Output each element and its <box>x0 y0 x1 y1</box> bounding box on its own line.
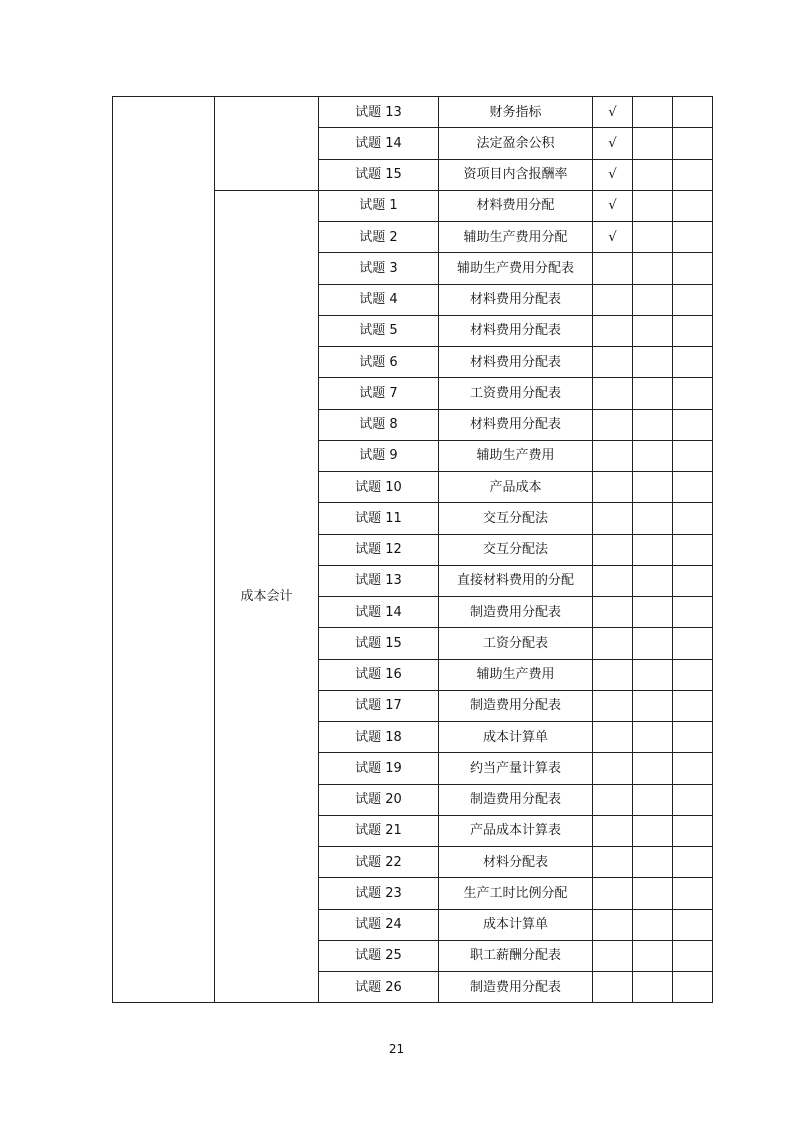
check-cell <box>673 909 713 940</box>
check-cell <box>633 534 673 565</box>
question-number: 试题 14 <box>319 128 439 159</box>
question-number: 试题 13 <box>319 97 439 128</box>
question-title: 职工薪酬分配表 <box>439 940 593 971</box>
check-cell <box>633 940 673 971</box>
question-number: 试题 20 <box>319 784 439 815</box>
check-cell <box>673 534 713 565</box>
check-cell <box>633 190 673 221</box>
check-cell <box>633 972 673 1003</box>
check-cell <box>673 472 713 503</box>
check-cell <box>593 253 633 284</box>
check-cell <box>633 378 673 409</box>
question-title: 材料费用分配表 <box>439 315 593 346</box>
check-cell <box>633 440 673 471</box>
question-number: 试题 6 <box>319 347 439 378</box>
check-cell <box>593 534 633 565</box>
check-cell <box>633 503 673 534</box>
check-cell <box>673 409 713 440</box>
question-title: 产品成本 <box>439 472 593 503</box>
exam-table <box>112 96 713 1003</box>
check-cell <box>593 878 633 909</box>
question-number: 试题 15 <box>319 628 439 659</box>
question-number: 试题 19 <box>319 753 439 784</box>
question-title: 产品成本计算表 <box>439 815 593 846</box>
question-number: 试题 8 <box>319 409 439 440</box>
check-cell <box>593 440 633 471</box>
check-cell <box>673 753 713 784</box>
question-number: 试题 23 <box>319 878 439 909</box>
check-cell <box>673 659 713 690</box>
check-cell: √ <box>593 128 633 159</box>
check-cell <box>593 972 633 1003</box>
check-cell: √ <box>593 159 633 190</box>
check-cell <box>593 753 633 784</box>
question-title: 生产工时比例分配 <box>439 878 593 909</box>
question-title: 材料费用分配表 <box>439 409 593 440</box>
check-cell <box>593 565 633 596</box>
check-cell <box>673 690 713 721</box>
check-cell <box>593 909 633 940</box>
question-title: 成本计算单 <box>439 909 593 940</box>
question-title: 交互分配法 <box>439 534 593 565</box>
check-cell <box>673 190 713 221</box>
check-cell <box>633 784 673 815</box>
check-cell: √ <box>593 97 633 128</box>
exam-table-body <box>113 97 713 1003</box>
question-title: 材料费用分配表 <box>439 284 593 315</box>
check-cell <box>673 815 713 846</box>
question-title: 制造费用分配表 <box>439 690 593 721</box>
check-cell <box>633 565 673 596</box>
page-number: 21 <box>388 1042 405 1056</box>
check-cell <box>593 784 633 815</box>
check-cell <box>633 690 673 721</box>
check-cell <box>673 128 713 159</box>
check-cell <box>673 784 713 815</box>
check-cell <box>633 722 673 753</box>
check-cell <box>633 659 673 690</box>
check-cell <box>633 909 673 940</box>
check-cell <box>673 722 713 753</box>
check-cell <box>633 628 673 659</box>
question-title: 制造费用分配表 <box>439 972 593 1003</box>
question-number: 试题 1 <box>319 190 439 221</box>
check-cell <box>593 722 633 753</box>
check-cell <box>633 753 673 784</box>
question-number: 试题 17 <box>319 690 439 721</box>
check-cell <box>673 159 713 190</box>
question-number: 试题 25 <box>319 940 439 971</box>
question-title: 材料分配表 <box>439 847 593 878</box>
check-cell <box>593 628 633 659</box>
category-cell <box>113 97 215 1003</box>
check-cell <box>593 503 633 534</box>
check-cell <box>673 972 713 1003</box>
check-cell <box>593 690 633 721</box>
question-number: 试题 18 <box>319 722 439 753</box>
check-cell <box>593 284 633 315</box>
question-title: 辅助生产费用 <box>439 440 593 471</box>
check-cell <box>633 815 673 846</box>
question-number: 试题 3 <box>319 253 439 284</box>
check-cell <box>593 597 633 628</box>
check-cell <box>593 847 633 878</box>
check-cell <box>633 597 673 628</box>
check-cell <box>673 222 713 253</box>
question-number: 试题 4 <box>319 284 439 315</box>
question-title: 成本计算单 <box>439 722 593 753</box>
check-cell <box>673 503 713 534</box>
check-cell <box>593 472 633 503</box>
question-title: 约当产量计算表 <box>439 753 593 784</box>
question-title: 法定盈余公积 <box>439 128 593 159</box>
question-title: 资项目内含报酬率 <box>439 159 593 190</box>
question-number: 试题 12 <box>319 534 439 565</box>
question-number: 试题 5 <box>319 315 439 346</box>
question-title: 材料费用分配 <box>439 190 593 221</box>
check-cell <box>633 409 673 440</box>
check-cell <box>593 815 633 846</box>
check-cell <box>633 315 673 346</box>
question-number: 试题 11 <box>319 503 439 534</box>
check-cell <box>673 940 713 971</box>
check-cell <box>673 284 713 315</box>
question-title: 辅助生产费用 <box>439 659 593 690</box>
question-number: 试题 9 <box>319 440 439 471</box>
question-title: 辅助生产费用分配表 <box>439 253 593 284</box>
check-cell: √ <box>593 190 633 221</box>
check-cell <box>633 222 673 253</box>
check-cell <box>593 378 633 409</box>
check-cell <box>633 472 673 503</box>
check-cell <box>593 940 633 971</box>
question-number: 试题 16 <box>319 659 439 690</box>
check-cell <box>673 253 713 284</box>
question-title: 交互分配法 <box>439 503 593 534</box>
question-number: 试题 13 <box>319 565 439 596</box>
check-cell <box>673 378 713 409</box>
question-title: 财务指标 <box>439 97 593 128</box>
question-title: 工资费用分配表 <box>439 378 593 409</box>
check-cell <box>633 128 673 159</box>
check-cell <box>673 628 713 659</box>
check-cell <box>633 847 673 878</box>
question-number: 试题 21 <box>319 815 439 846</box>
question-number: 试题 26 <box>319 972 439 1003</box>
question-number: 试题 2 <box>319 222 439 253</box>
check-cell <box>633 878 673 909</box>
question-title: 制造费用分配表 <box>439 784 593 815</box>
section-label: 成本会计 <box>215 190 319 1003</box>
check-cell: √ <box>593 222 633 253</box>
check-cell <box>673 347 713 378</box>
question-number: 试题 24 <box>319 909 439 940</box>
check-cell <box>633 159 673 190</box>
check-cell <box>673 97 713 128</box>
check-cell <box>673 315 713 346</box>
check-cell <box>633 97 673 128</box>
question-title: 材料费用分配表 <box>439 347 593 378</box>
check-cell <box>673 565 713 596</box>
check-cell <box>593 409 633 440</box>
question-number: 试题 7 <box>319 378 439 409</box>
question-title: 辅助生产费用分配 <box>439 222 593 253</box>
check-cell <box>593 659 633 690</box>
check-cell <box>673 597 713 628</box>
check-cell <box>633 347 673 378</box>
check-cell <box>673 847 713 878</box>
question-title: 制造费用分配表 <box>439 597 593 628</box>
subject-cell-upper <box>215 97 319 191</box>
check-cell <box>633 253 673 284</box>
question-number: 试题 22 <box>319 847 439 878</box>
question-title: 工资分配表 <box>439 628 593 659</box>
check-cell <box>673 440 713 471</box>
question-title: 直接材料费用的分配 <box>439 565 593 596</box>
check-cell <box>633 284 673 315</box>
question-number: 试题 15 <box>319 159 439 190</box>
check-cell <box>593 347 633 378</box>
check-cell <box>593 315 633 346</box>
table-row <box>113 97 713 128</box>
question-number: 试题 14 <box>319 597 439 628</box>
question-number: 试题 10 <box>319 472 439 503</box>
check-cell <box>673 878 713 909</box>
